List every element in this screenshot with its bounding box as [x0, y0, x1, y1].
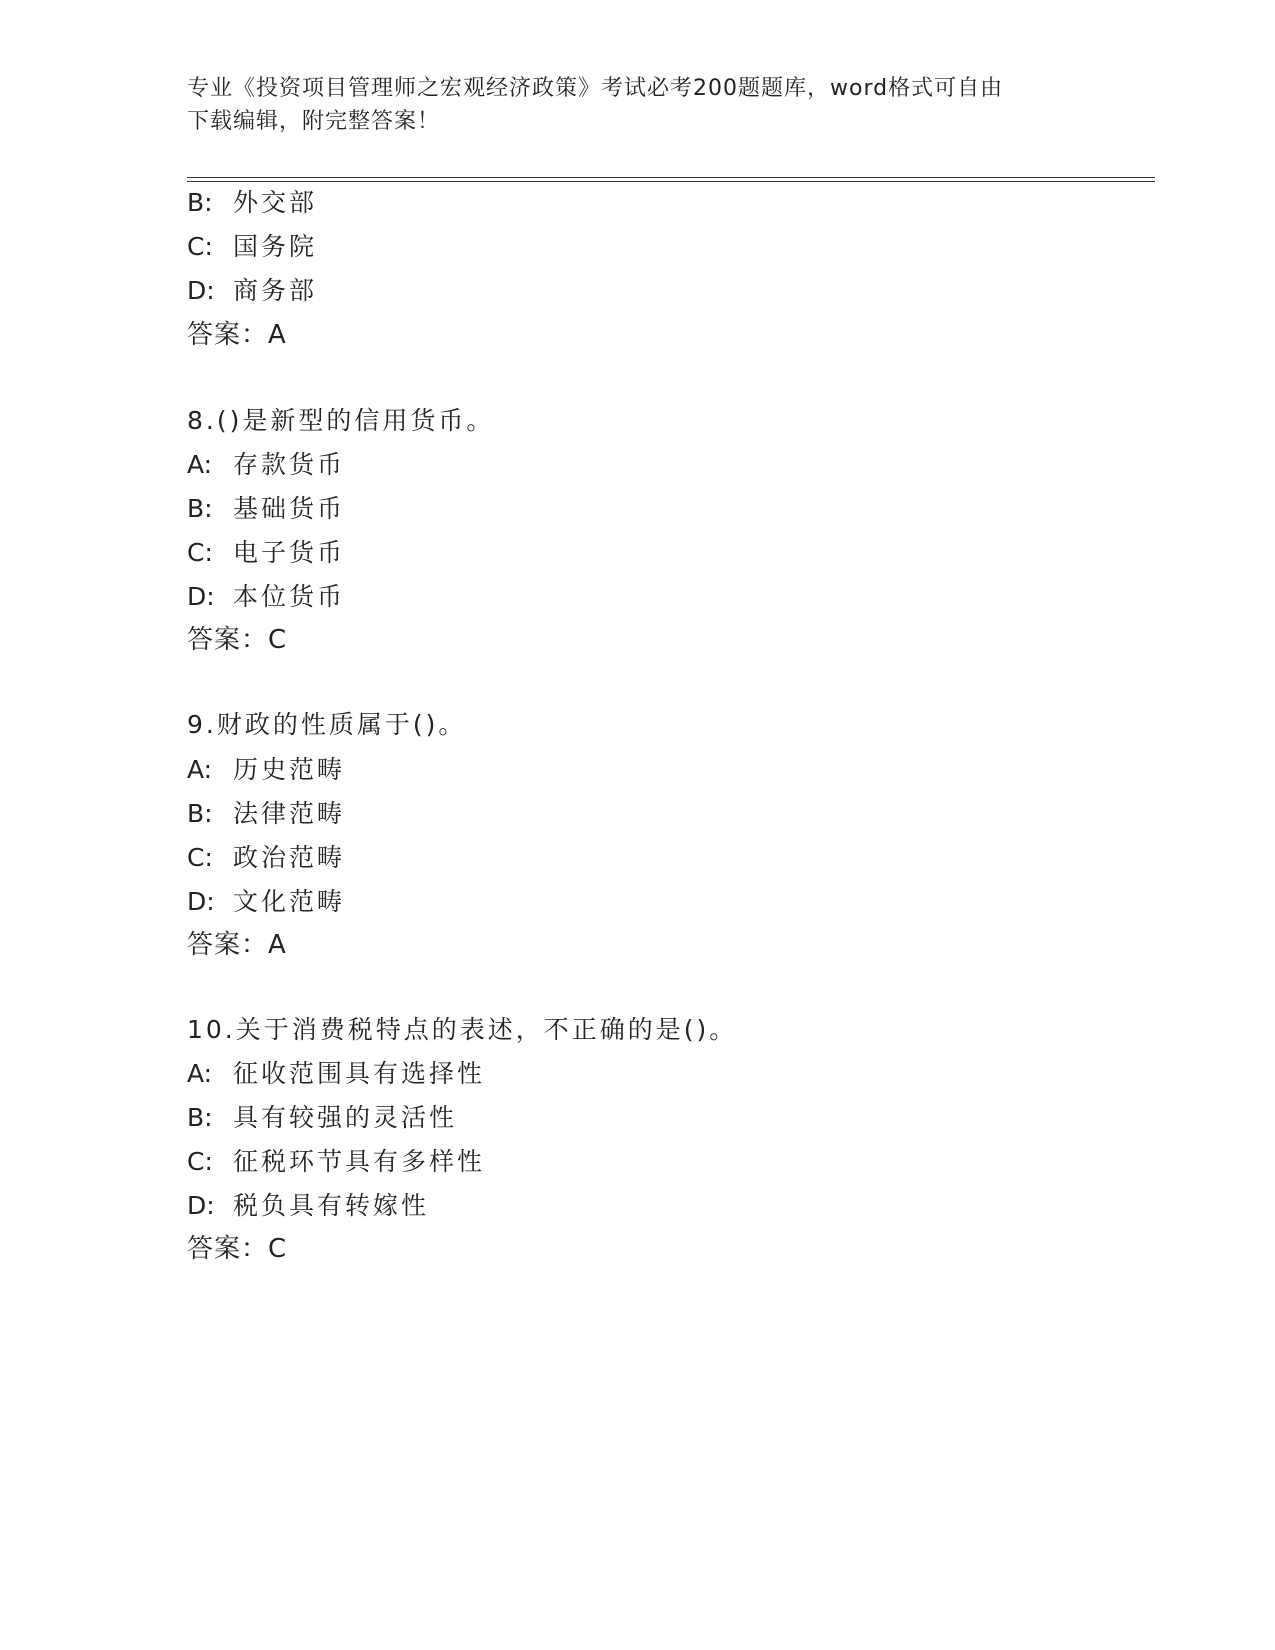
question-text: 8.()是新型的信用货币。 [187, 406, 495, 435]
option-line [187, 186, 317, 220]
option-text: 具有较强的灵活性 [233, 1103, 458, 1132]
option-line [187, 1057, 485, 1091]
option-line [187, 536, 345, 570]
option-letter: A: [187, 450, 213, 479]
option-line [187, 885, 345, 919]
option-letter: B: [187, 494, 213, 523]
option-text: 电子货币 [233, 538, 346, 567]
option-text: 外交部 [233, 188, 318, 217]
option-line [187, 753, 345, 787]
question-text: 10.关于消费税特点的表述，不正确的是()。 [187, 1015, 738, 1044]
option-line [187, 1101, 457, 1135]
answer-line: 答案：C [187, 625, 288, 655]
option-letter: D: [187, 887, 215, 916]
option-line [187, 492, 345, 526]
option-letter: D: [187, 582, 215, 611]
option-text: 基础货币 [233, 494, 346, 523]
option-text: 法律范畴 [233, 799, 346, 828]
option-text: 历史范畴 [233, 755, 346, 784]
option-line [187, 230, 317, 264]
option-letter: C: [187, 232, 213, 261]
option-line [187, 797, 345, 831]
answer-line: 答案：C [187, 1234, 288, 1264]
header-divider-top [187, 177, 1155, 178]
document-header [187, 72, 1067, 138]
option-letter: A: [187, 1059, 213, 1088]
option-line [187, 841, 345, 875]
option-letter: B: [187, 1103, 213, 1132]
option-text: 政治范畴 [233, 843, 346, 872]
option-letter: D: [187, 276, 215, 305]
option-line [187, 274, 317, 308]
option-line [187, 1145, 485, 1179]
option-letter: C: [187, 843, 213, 872]
option-letter: D: [187, 1191, 215, 1220]
option-letter: C: [187, 1147, 213, 1176]
option-text: 征收范围具有选择性 [233, 1059, 486, 1088]
option-text: 文化范畴 [233, 887, 346, 916]
option-letter: B: [187, 188, 213, 217]
option-letter: A: [187, 755, 213, 784]
answer-line: 答案：A [187, 930, 287, 960]
option-text: 本位货币 [233, 582, 346, 611]
option-letter: C: [187, 538, 213, 567]
question-text: 9.财政的性质属于()。 [187, 710, 467, 739]
option-text: 商务部 [233, 276, 318, 305]
option-text: 征税环节具有多样性 [233, 1147, 486, 1176]
header-line-1: 专业《投资项目管理师之宏观经济政策》考试必考200题题库，word格式可自由 [187, 76, 1004, 101]
answer-line: 答案：A [187, 320, 287, 350]
option-text: 税负具有转嫁性 [233, 1191, 430, 1220]
option-letter: B: [187, 799, 213, 828]
option-text: 存款货币 [233, 450, 346, 479]
option-text: 国务院 [233, 232, 318, 261]
option-line [187, 448, 345, 482]
option-line [187, 580, 345, 614]
option-line [187, 1189, 429, 1223]
header-divider-bottom [187, 181, 1155, 182]
header-line-2: 下载编辑，附完整答案！ [187, 109, 441, 134]
